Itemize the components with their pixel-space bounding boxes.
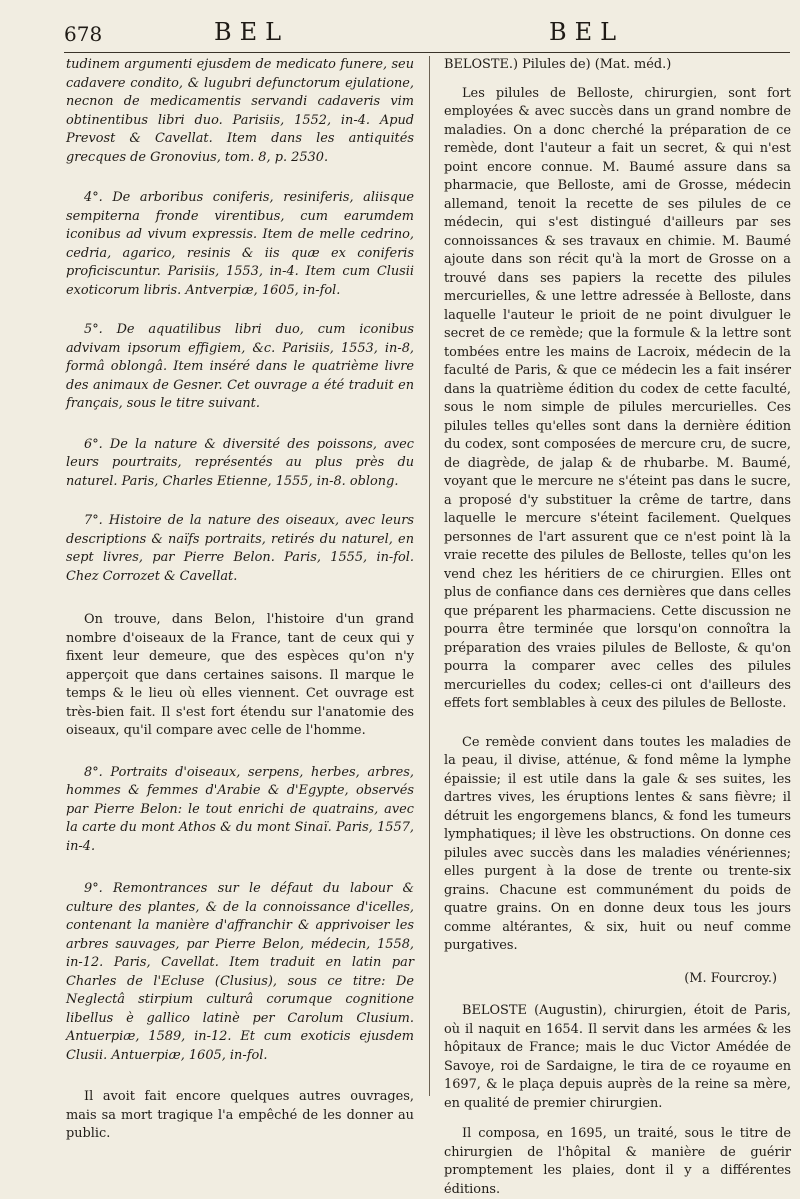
page-number: 678 xyxy=(64,22,103,46)
biography-paragraph-2: Il composa, en 1695, un traité, sous le titre de chirurgien de l'hôpital & manière de guérir promptement les plaies, dont il y a différentes éditions. xyxy=(444,1126,791,1197)
bibliography-entry-7: 7°. Histoire de la nature des oiseaux, avec leurs descriptions & naïfs portraits, retirés du naturel, en sept livres, par Pierre Belon. Paris, 1555, in-fol. Chez Corrozet & Cavellat. xyxy=(66,513,414,584)
column-divider xyxy=(429,56,430,1096)
entry-heading: BELOSTE.) Pilules de) (Mat. méd.) xyxy=(444,57,672,72)
bibliography-entry-4: 4°. De arboribus coniferis, resiniferis, aliisque sempiterna fronde virentibus, cum earumdem iconibus ad vivum expressis. Item de melle cedrino, cedria, agarico, resinis & iis quæ ex coniferis proficiscuntur. Parisiis, 1553, in-4. Item cum Clusii exoticorum libris. Antverpiæ, 1605, in-fol. xyxy=(66,190,414,298)
bibliography-entry-8: 8°. Portraits d'oiseaux, serpens, herbes, arbres, hommes & femmes d'Arabie & d'Egypte, observés par Pierre Belon: le tout enrichi de quatrains, avec la carte du mont Athos & du mont Sinaï. Paris, 1557, in-4. xyxy=(66,764,414,854)
right-column xyxy=(444,56,791,1199)
continuation-text: tudinem argumenti ejusdem de medicato funere, seu cadavere condito, & lugubri defunctorum ejulatione, necnon de medicamentis servandi cadaveris vim obtinentibus libri duo. Parisiis, 1552, in-4. Apud Prevost & Cavellat. Item dans les antiquités grecques de Gronovius, tom. 8, p. 2530. xyxy=(66,57,414,165)
page-header xyxy=(64,18,790,54)
commentary-paragraph: On trouve, dans Belon, l'histoire d'un grand nombre d'oiseaux de la France, tant de ceux qui y fixent leur demeure, que des espèces qu'on n'y apperçoit que dans certaines saisons. Il marque le temps & le lieu où elles viennent. Cet ouvrage est très-bien fait. Il s'est fort étendu sur l'anatomie des oiseaux, qu'il compare avec celle de l'homme. xyxy=(66,612,414,738)
article-paragraph-1: Les pilules de Belloste, chirurgien, sont fort employées & avec succès dans un grand nombre de maladies. On a donc cherché la préparation de ce remède, dont l'auteur a fait un secret, & qui n'est point encore connue. M. Baumé assure dans sa pharmacie, que Belloste, ami de Grosse, médecin allemand, tenoit la recette de ses pilules de ce médecin, qui s'est distingué d'ailleurs par ses connoissances & ses travaux en chimie. M. Baumé ajoute dans son récit qu'à la mort de Grosse on a trouvé dans ses papiers la recette des pilules mercurielles, & une lettre adressée à Belloste, dans laquelle l'auteur le prioit de ne point divulguer le secret de ce remède; que la formule & la lettre sont tombées entre les mains de Lacroix, médecin de la faculté de Paris, & que ce médecin les a fait insérer dans la quatrième édition du codex de cette faculté, sous le nom simple de pilules mercurielles. Ces pilules telles qu'elles sont dans la dernière édition du codex, sont composées de mercure cru, de sucre, de diagrède, de jalap & de rhubarbe. M. Baumé, voyant que le mercure ne s'éteint pas dans le sucre, a proposé d'y substituer la crême de tartre, dans laquelle le mercure s'éteint facilement. Quelques personnes de l'art assurent que ce n'est point là la vraie recette des pilules de Belloste, telles qu'on les vend chez les héritiers de ce chirurgien. Elles ont plus de confiance dans ces dernières que dans celles que préparent les pharmaciens. Cette discussion ne pourra être terminée que lorsqu'on connoîtra la préparation des vraies pilules de Belloste, & qu'on pourra la comparer avec celles des pilules mercurielles du codex; celles-ci ont d'ailleurs des effets fort semblables à ceux des pilules de Belloste. xyxy=(444,85,791,711)
author-signature: (M. Fourcroy.) xyxy=(684,970,777,986)
article-paragraph-2: Ce remède convient dans toutes les maladies de la peau, il divise, atténue, & fond même la lymphe épaissie; il est utile dans la gale & ses suites, les dartres vives, les éruptions lentes & sans fièvre; il détruit les engorgemens blancs, & fond les tumeurs lymphatiques; il lève les obstructions. On donne ces pilules avec succès dans les maladies vénériennes; elles purgent à la dose de trente ou trente-six grains. Chacune est communément du poids de quatre grains. On en donne deux tous les jours comme altérantes, & six, huit ou neuf comme purgatives. xyxy=(444,734,791,953)
left-running-head: BEL xyxy=(214,18,290,46)
bibliography-entry-6: 6°. De la nature & diversité des poissons, avec leurs pourtraits, représentés au plus près du naturel. Paris, Charles Etienne, 1555, in-8. oblong. xyxy=(66,436,414,489)
right-running-head: BEL xyxy=(549,18,625,46)
header-rule xyxy=(64,52,790,53)
closing-paragraph: Il avoit fait encore quelques autres ouvrages, mais sa mort tragique l'a empêché de les donner au public. xyxy=(66,1089,414,1141)
bibliography-entry-9: 9°. Remontrances sur le défaut du labour & culture des plantes, & de la connoissance d'icelles, contenant la manière d'affranchir & apprivoiser les arbres sauvages, par Pierre Belon, médecin, 1558, in-12. Paris, Cavellat. Item traduit en latin par Charles de l'Ecluse (Clusius), sous ce titre: De Neglectâ stirpium culturâ corumque cognitione libellus è gallico latinè per Carolum Clusium. Antuerpiæ, 1589, in-12. Et cum exoticis ejusdem Clusii. Antuerpiæ, 1605, in-fol. xyxy=(66,881,414,1063)
bibliography-entry-5: 5°. De aquatilibus libri duo, cum iconibus advivam ipsorum effigiem, &c. Parisiis, 1553, in-8, formâ oblongâ. Item inséré dans le quatrième livre des animaux de Gesner. Cet ouvrage a été traduit en français, sous le titre suivant. xyxy=(66,322,414,411)
left-column xyxy=(66,56,414,1154)
biography-paragraph: BELOSTE (Augustin), chirurgien, étoit de Paris, où il naquit en 1654. Il servit dans les armées & les hôpitaux de France; mais le duc Victor Amédée de Savoye, roi de Sardaigne, le tira de ce royaume en 1697, & le plaça depuis auprès de la reine sa mère, en qualité de premier chirurgien. xyxy=(444,1003,791,1111)
